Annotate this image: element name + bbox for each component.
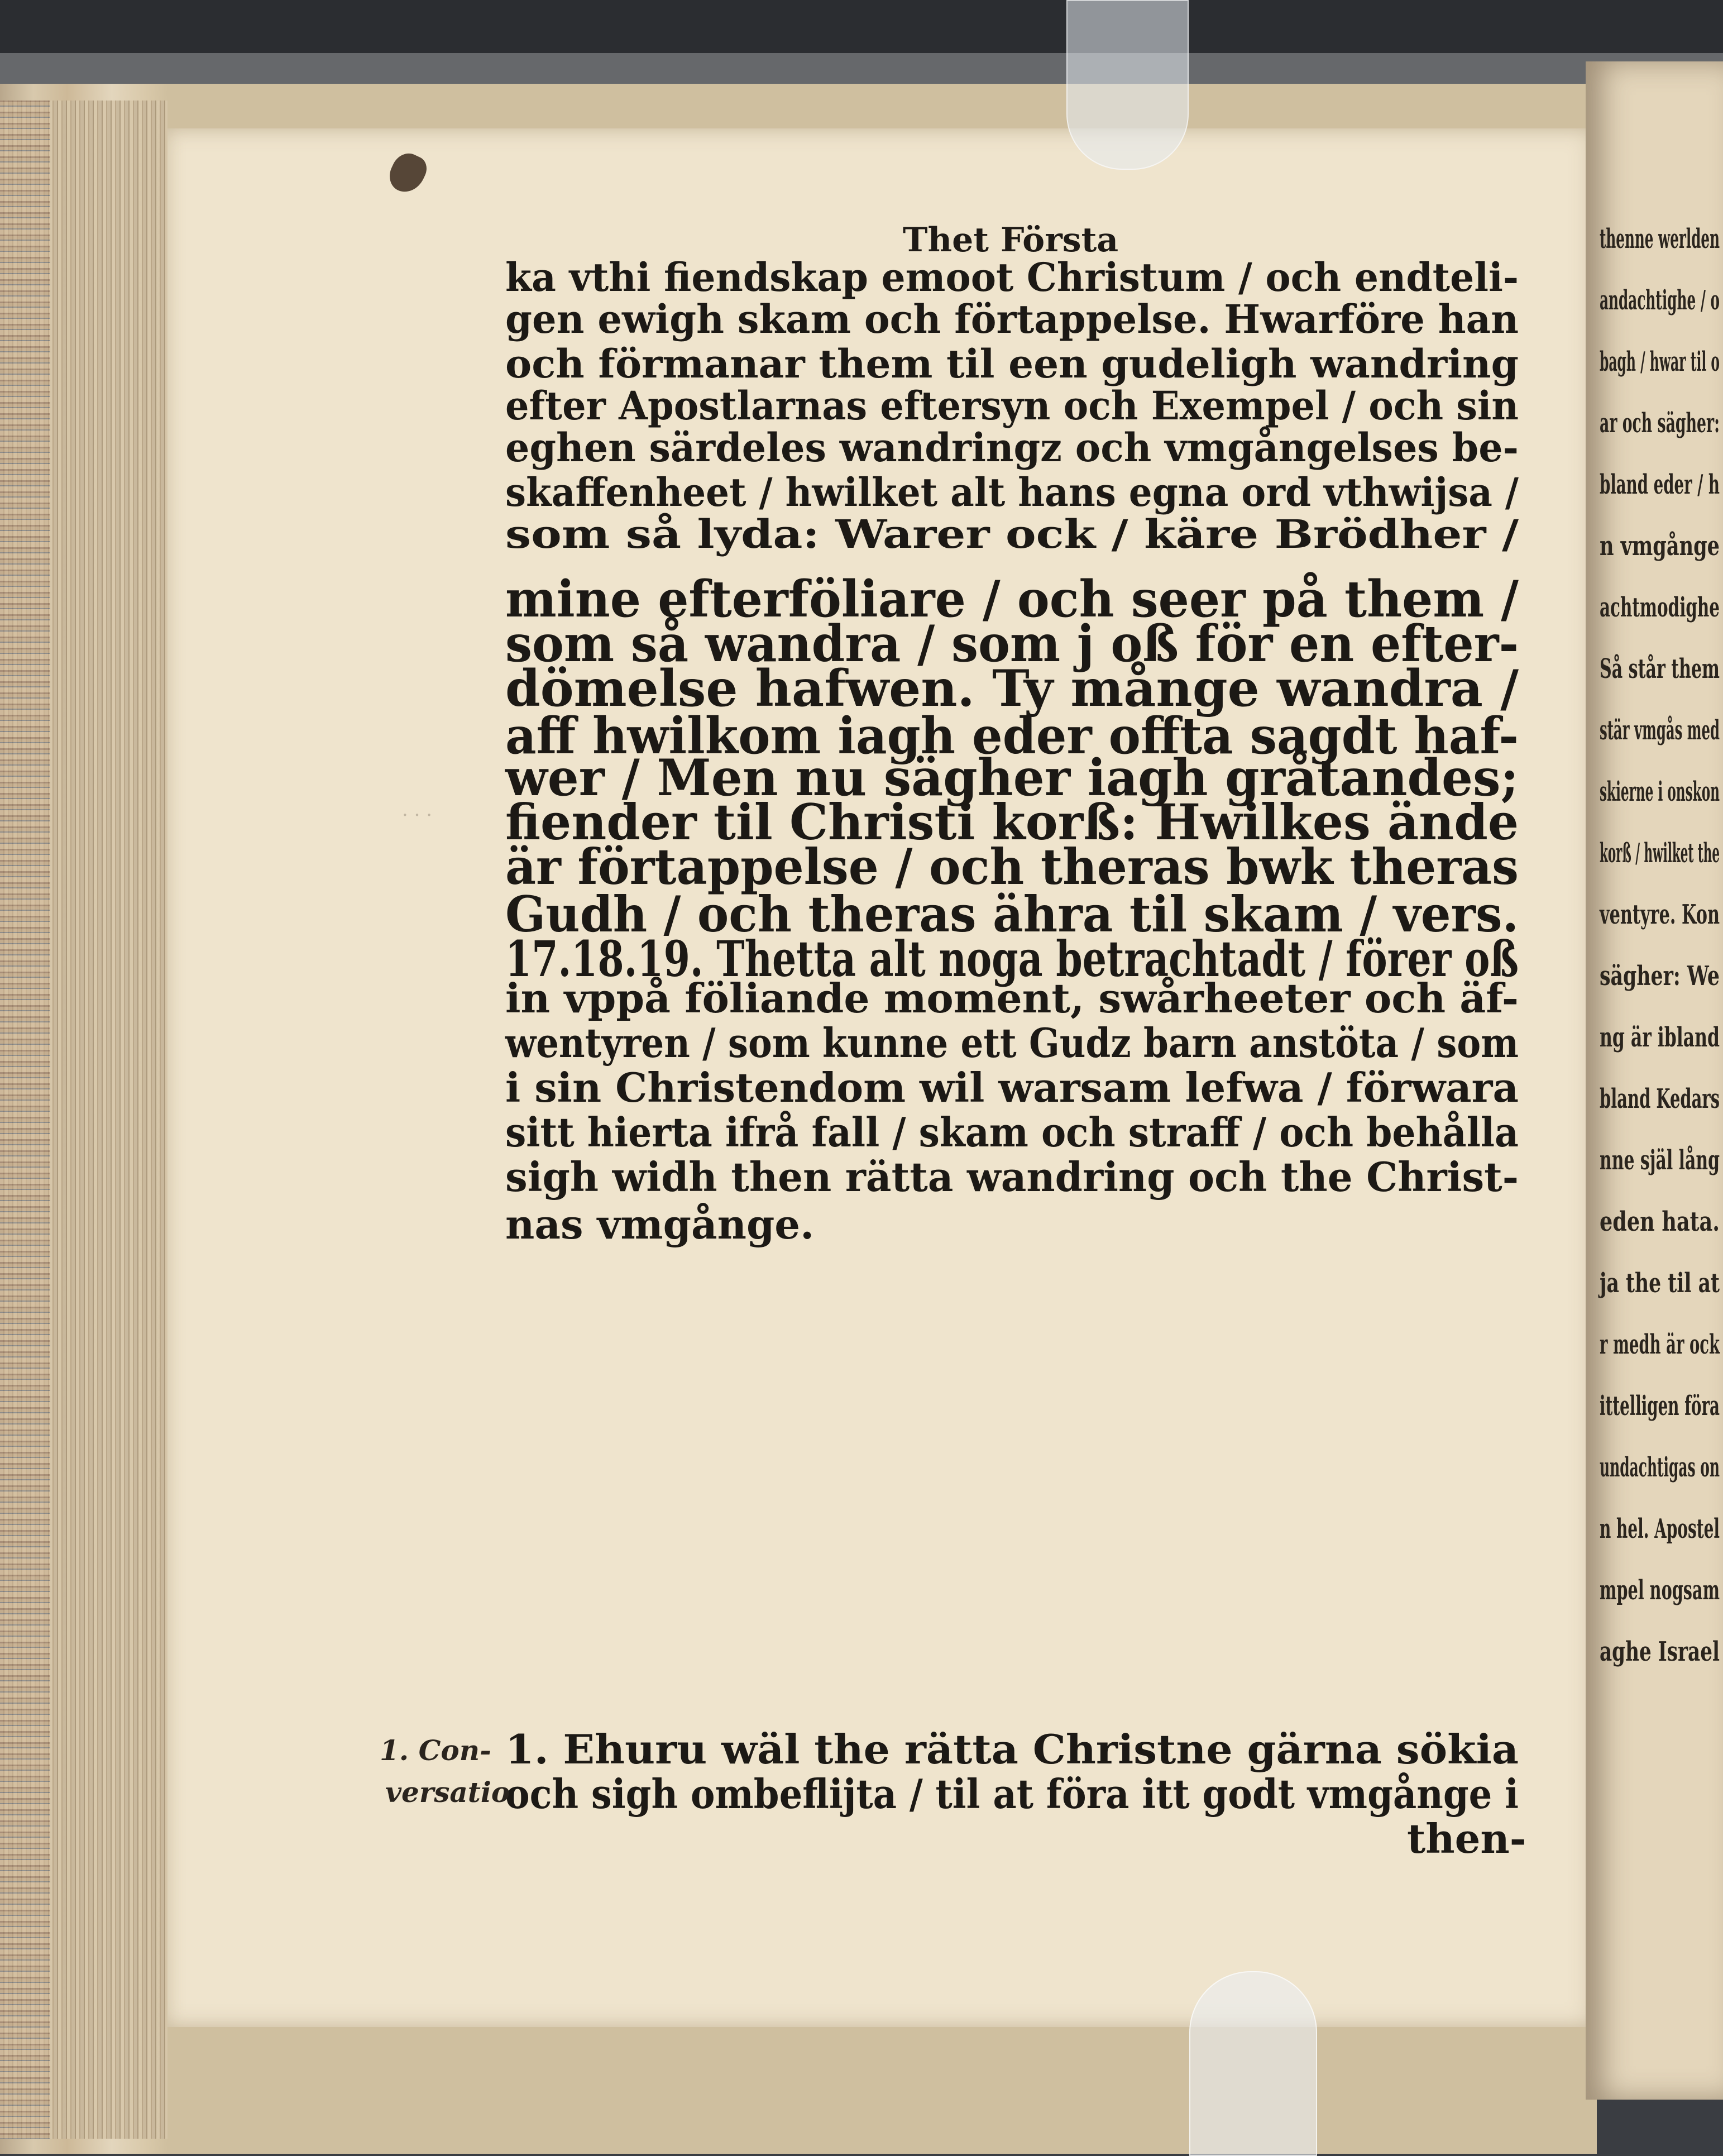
- right-page-line: achtmodighe: [1600, 592, 1720, 623]
- right-page-line: ittelligen föra: [1600, 1390, 1720, 1422]
- right-page-line: aghe Israel: [1600, 1636, 1720, 1667]
- text-line: och förmanar them til een gudeligh wandring: [505, 341, 1519, 387]
- text-line: ka vthi fiendskap emoot Christum / och endteli-: [505, 254, 1519, 300]
- right-page-line: nne själ lång: [1600, 1145, 1720, 1176]
- scanner-top-bar: [0, 0, 1723, 53]
- right-page-line: ja the til at: [1600, 1268, 1720, 1299]
- text-line: är förtappelse / och theras bwk theras: [505, 838, 1519, 896]
- text-line: in vppå föliande moment, swårheeter och äf-: [505, 974, 1519, 1022]
- text-line: then-: [1407, 1815, 1526, 1862]
- text-line: 1. Ehuru wäl the rätta Christne gärna sökia: [505, 1725, 1519, 1773]
- text-line: 17.18.19. Thetta alt noga betrachtadt / förer oß: [505, 930, 1519, 988]
- right-page-line: korß / hwilket the: [1600, 838, 1720, 869]
- text-line: skaffenheet / hwilket alt hans egna ord vthwijsa /: [505, 469, 1519, 515]
- bleed-through-mark: · · ·: [402, 804, 433, 826]
- right-page-line: stär vmgås med: [1600, 715, 1720, 746]
- right-page-line: sägher: We: [1600, 960, 1720, 992]
- text-line: och sigh ombeflijta / til at föra itt godt vmgånge i: [505, 1770, 1519, 1818]
- right-page-line: undachtigas on: [1600, 1452, 1720, 1483]
- text-line: mine efterföliare / och seer på them /: [505, 570, 1519, 629]
- right-page-line: bland Kedars: [1600, 1083, 1720, 1115]
- text-line: eghen särdeles wandringz och vmgångelses be-: [505, 424, 1519, 471]
- text-line: nas vmgånge.: [505, 1201, 815, 1248]
- right-page-line: bland eder / h: [1600, 469, 1720, 500]
- bottom-book-clip: [1189, 1971, 1317, 2156]
- right-page-line: skierne i onskon: [1600, 776, 1720, 807]
- text-line: gen ewigh skam och förtappelse. Hwarföre han: [505, 296, 1519, 342]
- right-page-line: mpel nogsam: [1600, 1575, 1720, 1606]
- text-line: aff hwilkom iagh eder offta sagdt haf-: [505, 706, 1519, 766]
- running-head: Thet Första: [902, 221, 1119, 260]
- right-page-line: bagh / hwar til o: [1600, 346, 1720, 377]
- text-line: i sin Christendom wil warsam lefwa / förwara: [505, 1064, 1519, 1111]
- text-line: efter Apostlarnas eftersyn och Exempel / och sin: [505, 383, 1519, 429]
- text-line: fiender til Christi korß: Hwilkes ände: [505, 793, 1519, 851]
- text-line: sigh widh then rätta wandring och the Christ-: [505, 1153, 1519, 1201]
- text-line: Gudh / och theras ähra til skam / vers.: [505, 885, 1519, 943]
- text-line: sitt hierta ifrå fall / skam och straff / och behålla: [505, 1108, 1519, 1156]
- right-page-line: Så står them: [1600, 653, 1720, 685]
- right-page-line: andachtighe / o: [1600, 285, 1720, 316]
- text-line: dömelse hafwen. Ty månge wandra /: [505, 659, 1519, 718]
- right-page-line: ventyre. Kon: [1600, 899, 1720, 930]
- text-line: wentyren / som kunne ett Gudz barn anstöta / som: [505, 1019, 1519, 1067]
- right-page-line: r medh är ock: [1600, 1329, 1720, 1360]
- right-page-line: n hel. Apostel: [1600, 1513, 1720, 1545]
- right-page-line: ar och sägher:: [1600, 408, 1720, 439]
- margin-note-line-2: versatio: [385, 1776, 510, 1809]
- text-line: som så lyda: Warer ock / käre Brödher /: [505, 511, 1519, 557]
- right-page-line: n vmgånge: [1600, 530, 1720, 562]
- right-page-line: ng är ibland: [1600, 1022, 1720, 1053]
- text-line: wer / Men nu sägher iagh gråtandes;: [505, 748, 1519, 807]
- margin-note-line-1: 1. Con-: [380, 1734, 491, 1767]
- speckled-edge: [0, 101, 50, 2139]
- right-page-line: thenne werlden: [1600, 223, 1720, 255]
- top-book-clip: [1066, 0, 1189, 170]
- right-page-line: eden hata.: [1600, 1206, 1720, 1237]
- text-line: som så wandra / som j oß för en efter-: [505, 614, 1519, 673]
